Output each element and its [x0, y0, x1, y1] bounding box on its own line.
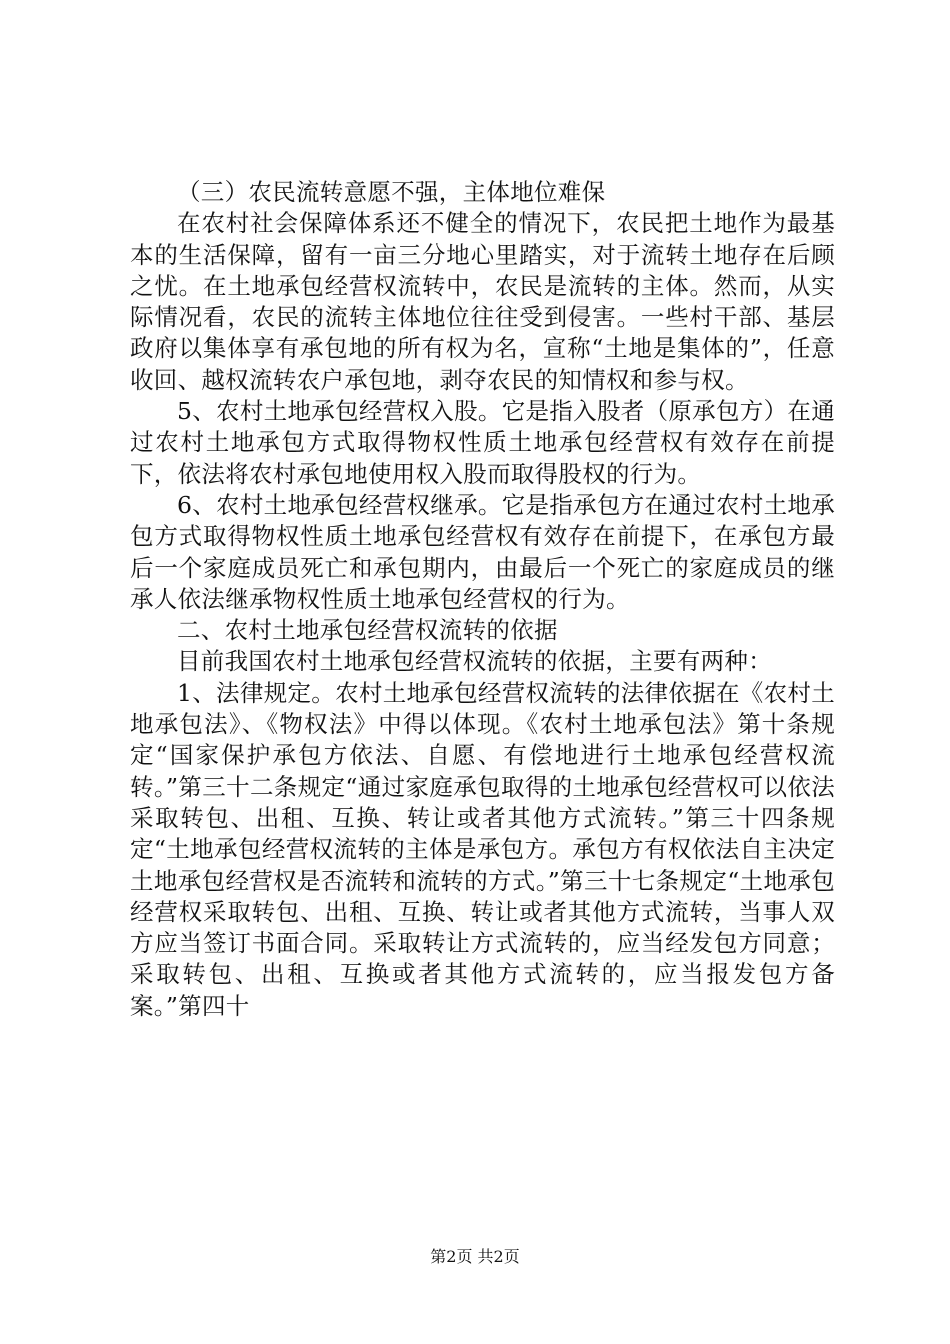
section-heading: （三）农民流转意愿不强，主体地位难保 — [177, 178, 606, 206]
body-paragraph: 5、农村土地承包经营权入股。它是指入股者（原承包方）在通过农村土地承包方式取得物权性质土地承包经营权有效存在前提下，依法将农村承包地使用权入股而取得股权的行为。 — [130, 397, 835, 488]
page-footer: 第2页 共2页 — [430, 1247, 520, 1266]
section-heading: 二、农村土地承包经营权流转的依据 — [177, 616, 558, 645]
body-paragraph: 目前我国农村土地承包经营权流转的依据，主要有两种： — [177, 647, 772, 676]
document-body — [130, 177, 835, 1022]
body-paragraph: 1、法律规定。农村土地承包经营权流转的法律依据在《农村土地承包法》、《物权法》中得以体现。《农村土地承包法》第十条规定“国家保护承包方依法、自愿、有偿地进行土地承包经营权流转。”第三十二条规定“通过家庭承包取得的土地承包经营权可以依法采取转包、出租、互换、转让或者其他方式流转。”第三十四条规定“土地承包经营权流转的主体是承包方。承包方有权依法自主决定土地承包经营权是否流转和流转的方式。”第三十七条规定“土地承包经营权采取转包、出租、互换、转让或者其他方式流转，当事人双方应当签订书面合同。采取转让方式流转的，应当经发包方同意；采取转包、出租、互换或者其他方式流转的，应当报发包方备案。”第四十 — [130, 678, 835, 1020]
body-paragraph: 6、农村土地承包经营权继承。它是指承包方在通过农村土地承包方式取得物权性质土地承包经营权有效存在前提下，在承包方最后一个家庭成员死亡和承包期内，由最后一个死亡的家庭成员的继承人依法继承物权性质土地承包经营权的行为。 — [130, 490, 835, 613]
body-paragraph: 在农村社会保障体系还不健全的情况下，农民把土地作为最基本的生活保障，留有一亩三分地心里踏实，对于流转土地存在后顾之忧。在土地承包经营权流转中，农民是流转的主体。然而，从实际情况看，农民的流转主体地位往往受到侵害。一些村干部、基层政府以集体享有承包地的所有权为名，宣称“土地是集体的”，任意收回、越权流转农户承包地，剥夺农民的知情权和参与权。 — [130, 209, 835, 394]
